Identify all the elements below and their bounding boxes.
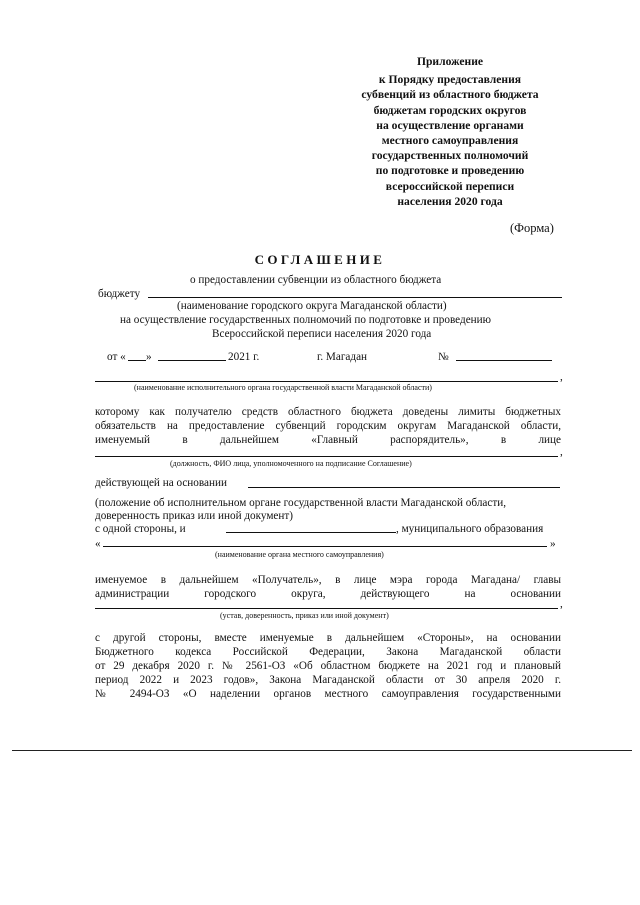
form-label: (Форма) bbox=[510, 221, 554, 235]
municipal-formation-field[interactable] bbox=[103, 546, 547, 547]
appendix-line: субвенций из областного бюджета bbox=[361, 88, 539, 102]
agreement-number-field[interactable] bbox=[456, 360, 552, 361]
municipal-formation-label: , муниципального образования bbox=[396, 523, 544, 535]
page-bottom-rule bbox=[12, 750, 632, 751]
paragraph-line: обязательств на предоставление субвенций городским округам Магаданской области, bbox=[95, 420, 561, 432]
paragraph-line: именуемое в дальнейшем «Получатель», в лице мэра города Магадана/ главы bbox=[95, 574, 561, 586]
appendix-line: населения 2020 года bbox=[397, 194, 503, 208]
paragraph-line: от 29 декабря 2020 г. № 2561-ОЗ «Об областном бюджете на 2021 год и плановый bbox=[95, 660, 561, 672]
paragraph-line: администрации городского округа, действующего на основании bbox=[95, 588, 561, 600]
subtitle-line: о предоставлении субвенции из областного бюджета bbox=[190, 274, 442, 286]
number-sign: № bbox=[438, 351, 449, 363]
paragraph-line: которому как получателю средств областного бюджета доведены лимиты бюджетных bbox=[95, 406, 561, 418]
day-field[interactable] bbox=[128, 360, 146, 361]
executive-body-hint: (наименование исполнительного органа государственной власти Магаданской области) bbox=[134, 383, 432, 392]
executive-body-field[interactable] bbox=[95, 381, 558, 382]
appendix-line: Приложение bbox=[416, 55, 484, 68]
quote-open: « bbox=[95, 538, 101, 550]
comma: , bbox=[560, 446, 563, 458]
appendix-line: к Порядку предоставления bbox=[378, 73, 522, 87]
subtitle-line: на осуществление государственных полномочий по подготовке и проведению bbox=[120, 314, 491, 326]
comma: , bbox=[560, 371, 563, 383]
one-side-label: с одной стороны, и bbox=[95, 523, 186, 535]
appendix-line: государственных полномочий bbox=[371, 149, 529, 163]
party-field[interactable] bbox=[226, 532, 396, 533]
subtitle-line: Всероссийской переписи населения 2020 года bbox=[212, 328, 432, 340]
appendix-line: на осуществление органами bbox=[376, 118, 524, 132]
official-field[interactable] bbox=[95, 456, 558, 457]
paragraph-line: с другой стороны, вместе именуемые в дальнейшем «Стороны», на основании bbox=[95, 632, 561, 644]
paragraph-line: Бюджетного кодекса Российской Федерации, Закона Магаданской области bbox=[95, 646, 561, 658]
date-year: 2021 г. bbox=[228, 351, 260, 363]
appendix-line: бюджетам городских округов bbox=[373, 103, 527, 117]
document-title: СОГЛАШЕНИЕ bbox=[254, 252, 386, 267]
acting-basis-label: действующей на основании bbox=[95, 477, 227, 489]
appendix-line: местного самоуправления bbox=[381, 134, 519, 148]
month-field[interactable] bbox=[158, 360, 226, 361]
local-body-hint: (наименование органа местного самоуправления) bbox=[215, 550, 384, 559]
city: г. Магадан bbox=[317, 351, 368, 363]
charter-hint: (устав, доверенность, приказ или иной документ) bbox=[220, 611, 389, 620]
appendix-header bbox=[330, 54, 570, 209]
municipality-field[interactable] bbox=[148, 297, 562, 298]
basis-field[interactable] bbox=[248, 487, 560, 488]
paragraph-line: период 2022 и 2023 годов», Закона Магаданской области от 30 апреля 2020 г. bbox=[95, 674, 561, 686]
charter-field[interactable] bbox=[95, 608, 558, 609]
quote-close: » bbox=[550, 538, 556, 550]
paragraph-line: № 2494-ОЗ «О наделении органов местного самоуправления государственными bbox=[95, 688, 561, 700]
date-prefix: от « bbox=[107, 351, 126, 363]
budget-label: бюджету bbox=[98, 288, 141, 300]
date-day-close: » bbox=[146, 351, 152, 363]
basis-hint: (положение об исполнительном органе государственной власти Магаданской области, bbox=[95, 497, 507, 509]
paragraph-line: именуемый в дальнейшем «Главный распорядитель», в лице bbox=[95, 434, 561, 446]
official-hint: (должность, ФИО лица, уполномоченного на подписание Соглашение) bbox=[170, 459, 412, 468]
appendix-line: всероссийской переписи bbox=[385, 179, 515, 193]
municipality-hint: (наименование городского округа Магаданской области) bbox=[177, 300, 447, 312]
comma: , bbox=[560, 598, 563, 610]
basis-hint: доверенность приказ или иной документ) bbox=[95, 510, 294, 522]
appendix-line: по подготовке и проведению bbox=[375, 164, 525, 178]
